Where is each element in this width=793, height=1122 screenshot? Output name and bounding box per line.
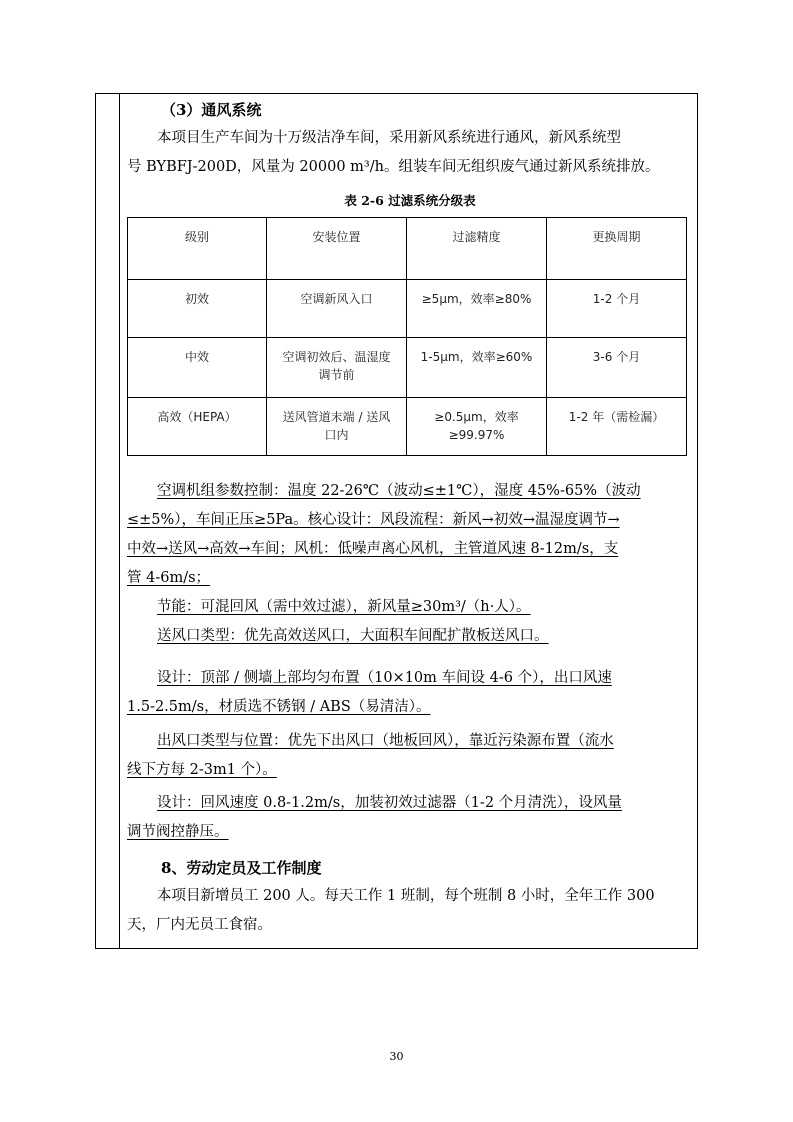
table-header-cell: 更换周期 [547, 218, 687, 280]
labor-line: 本项目新增员工 200 人。每天工作 1 班制，每个班制 8 小时，全年工作 300 [157, 888, 655, 904]
table-header-row [128, 218, 687, 280]
table-cell: ≥5μm，效率≥80% [407, 280, 547, 338]
hvac-line: 空调机组参数控制：温度 22-26℃（波动≤±1℃），湿度 45%-65%（波动 [157, 483, 641, 499]
labor-heading: 8、劳动定员及工作制度 [161, 859, 322, 877]
intro-line: 号 BYBFJ-200D，风量为 20000 m³/h。组装车间无组织废气通过新风系统排放。 [127, 159, 660, 175]
table-cell: 中效 [128, 338, 267, 398]
intro-line: 本项目生产车间为十万级洁净车间，采用新风系统进行通风，新风系统型 [157, 130, 621, 146]
table-cell: 高效（HEPA） [128, 398, 267, 456]
page-number: 30 [389, 1050, 404, 1063]
supply-design-line: 设计：顶部 / 侧墙上部均匀布置（10×10m 车间设 4-6 个），出口风速 [157, 670, 612, 686]
supply-outlet-paragraph [127, 622, 693, 651]
supply-line: 送风口类型：优先高效送风口，大面积车间配扩散板送风口。 [157, 628, 549, 644]
return-outlet-paragraph [127, 727, 693, 785]
hvac-line: 中效→送风→高效→车间；风机：低噪声离心风机，主管道风速 8-12m/s，支 [127, 541, 619, 557]
table-cell: 1-5μm，效率≥60% [407, 338, 547, 398]
left-margin-rule [119, 94, 120, 948]
table-caption: 表 2-6 过滤系统分级表 [344, 193, 476, 208]
return-line: 线下方每 2-3m1 个）。 [127, 762, 277, 778]
table-cell: 送风管道末端 / 送风口内 [267, 398, 407, 456]
energy-line: 节能：可混回风（需中效过滤），新风量≥30m³/（h·人）。 [157, 599, 531, 615]
table-header-cell: 过滤精度 [407, 218, 547, 280]
hvac-parameters-paragraph [127, 477, 693, 593]
table-row [128, 280, 687, 338]
intro-paragraph [127, 124, 693, 182]
return-design-paragraph [127, 789, 693, 847]
labor-line: 天，厂内无员工食宿。 [127, 917, 272, 933]
filter-grade-table [127, 217, 687, 456]
labor-paragraph [127, 882, 693, 940]
table-header-cell: 级别 [128, 218, 267, 280]
return-design-line: 设计：回风速度 0.8-1.2m/s，加装初效过滤器（1-2 个月清洗），设风量 [157, 795, 622, 811]
table-header-cell: 安装位置 [267, 218, 407, 280]
table-cell: 1-2 个月 [547, 280, 687, 338]
section-heading: （3）通风系统 [161, 101, 262, 119]
table-cell: 1-2 年（需检漏） [547, 398, 687, 456]
table-cell: 空调初效后、温湿度调节前 [267, 338, 407, 398]
table-cell: 初效 [128, 280, 267, 338]
supply-design-paragraph [127, 664, 693, 722]
return-design-line: 调节阀控静压。 [127, 824, 229, 840]
return-line: 出风口类型与位置：优先下出风口（地板回风），靠近污染源布置（流水 [157, 733, 614, 749]
table-cell: 空调新风入口 [267, 280, 407, 338]
hvac-line: ≤±5%），车间正压≥5Pa。核心设计：风段流程：新风→初效→温湿度调节→ [127, 512, 620, 528]
hvac-line: 管 4-6m/s； [127, 570, 211, 586]
table-row [128, 398, 687, 456]
table-cell: 3-6 个月 [547, 338, 687, 398]
table-cell: ≥0.5μm，效率≥99.97% [407, 398, 547, 456]
table-row [128, 338, 687, 398]
supply-design-line: 1.5-2.5m/s，材质选不锈钢 / ABS（易清洁）。 [127, 699, 431, 715]
energy-saving-paragraph [127, 593, 693, 622]
